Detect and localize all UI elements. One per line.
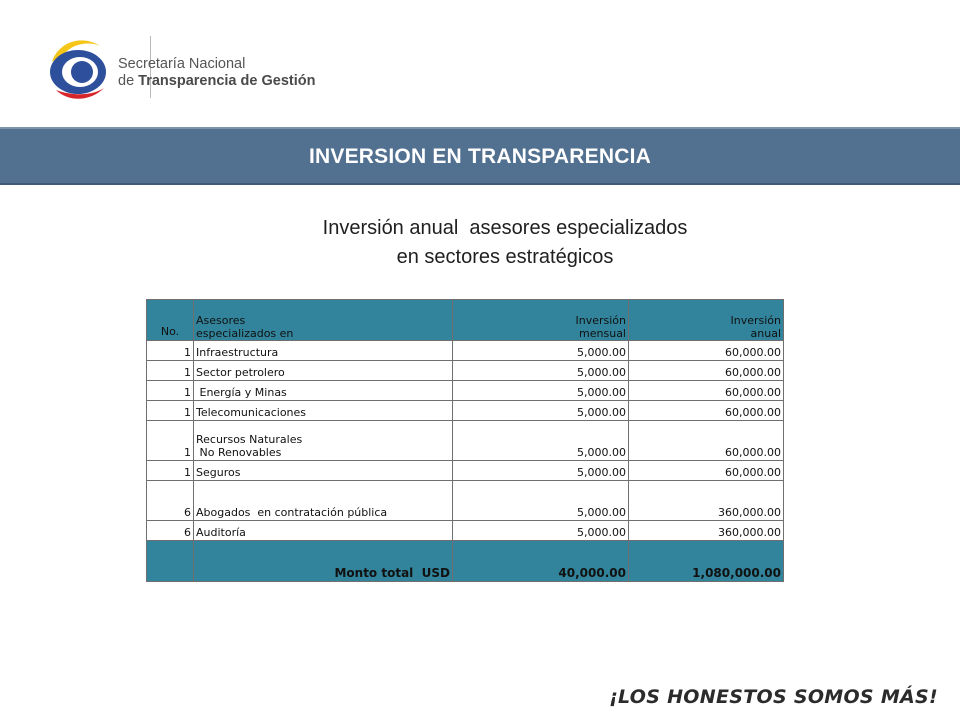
cell-total-mensual: 40,000.00 — [453, 541, 629, 582]
header-mensual-line-1: Inversión — [575, 314, 626, 327]
cell-name: Auditoría — [194, 521, 453, 541]
cell-no: 1 — [147, 421, 194, 461]
cell-anual: 60,000.00 — [629, 341, 784, 361]
investment-table — [146, 299, 784, 582]
cell-name — [194, 421, 453, 461]
logo — [42, 28, 342, 108]
cell-anual: 360,000.00 — [629, 521, 784, 541]
cell-anual: 60,000.00 — [629, 361, 784, 381]
cell-total-anual: 1,080,000.00 — [629, 541, 784, 582]
eye-logo-icon — [42, 32, 114, 104]
cell-anual: 60,000.00 — [629, 401, 784, 421]
cell-name: Abogados en contratación pública — [194, 481, 453, 521]
cell-name: Telecomunicaciones — [194, 401, 453, 421]
cell-mensual: 5,000.00 — [453, 381, 629, 401]
cell-mensual: 5,000.00 — [453, 361, 629, 381]
table-row — [147, 421, 784, 461]
table-row — [147, 341, 784, 361]
cell-no: 1 — [147, 361, 194, 381]
cell-mensual: 5,000.00 — [453, 481, 629, 521]
cell-mensual: 5,000.00 — [453, 401, 629, 421]
title-bar — [0, 127, 960, 185]
footer-slogan: ¡LOS HONESTOS SOMOS MÁS! — [609, 686, 938, 708]
header-anual-line-1: Inversión — [730, 314, 781, 327]
cell-name-line-1: Recursos Naturales — [196, 433, 303, 446]
table-row — [147, 461, 784, 481]
cell-no: 6 — [147, 521, 194, 541]
table-total-row — [147, 541, 784, 582]
cell-mensual: 5,000.00 — [453, 421, 629, 461]
page-title: INVERSION EN TRANSPARENCIA — [308, 145, 651, 168]
cell-total-label: Monto total USD — [194, 541, 453, 582]
cell-mensual: 5,000.00 — [453, 341, 629, 361]
cell-no: 1 — [147, 381, 194, 401]
logo-line-2-bold: Transparencia de Gestión — [138, 73, 316, 89]
cell-name: Energía y Minas — [194, 381, 453, 401]
header-no: No. — [147, 300, 194, 341]
header-mensual — [453, 300, 629, 341]
subtitle-line-1: Inversión anual asesores especializados — [322, 217, 688, 239]
cell-no: 6 — [147, 481, 194, 521]
table-row — [147, 521, 784, 541]
cell-name: Seguros — [194, 461, 453, 481]
table-header-row — [147, 300, 784, 341]
subtitle-line-2: en sectores estratégicos — [396, 246, 614, 268]
cell-anual: 60,000.00 — [629, 461, 784, 481]
logo-line-2-prefix: de — [118, 73, 139, 89]
cell-no: 1 — [147, 461, 194, 481]
header-asesores — [194, 300, 453, 341]
cell-anual: 60,000.00 — [629, 421, 784, 461]
cell-name-line-2: No Renovables — [196, 446, 282, 459]
header-asesores-line-2: especializados en — [196, 327, 294, 340]
cell-total-empty — [147, 541, 194, 582]
table-row — [147, 481, 784, 521]
table-row — [147, 361, 784, 381]
cell-mensual: 5,000.00 — [453, 521, 629, 541]
logo-line-1: Secretaría Nacional — [118, 56, 246, 72]
subtitle — [190, 214, 820, 272]
header-asesores-line-1: Asesores — [196, 314, 246, 327]
cell-mensual: 5,000.00 — [453, 461, 629, 481]
header-mensual-line-2: mensual — [579, 327, 626, 340]
cell-anual: 360,000.00 — [629, 481, 784, 521]
cell-name: Sector petrolero — [194, 361, 453, 381]
table-row — [147, 401, 784, 421]
header-anual-line-2: anual — [750, 327, 781, 340]
table-row — [147, 381, 784, 401]
cell-no: 1 — [147, 401, 194, 421]
cell-no: 1 — [147, 341, 194, 361]
cell-anual: 60,000.00 — [629, 381, 784, 401]
logo-text — [118, 56, 315, 90]
logo-line-2 — [118, 73, 315, 89]
cell-name: Infraestructura — [194, 341, 453, 361]
header-anual — [629, 300, 784, 341]
